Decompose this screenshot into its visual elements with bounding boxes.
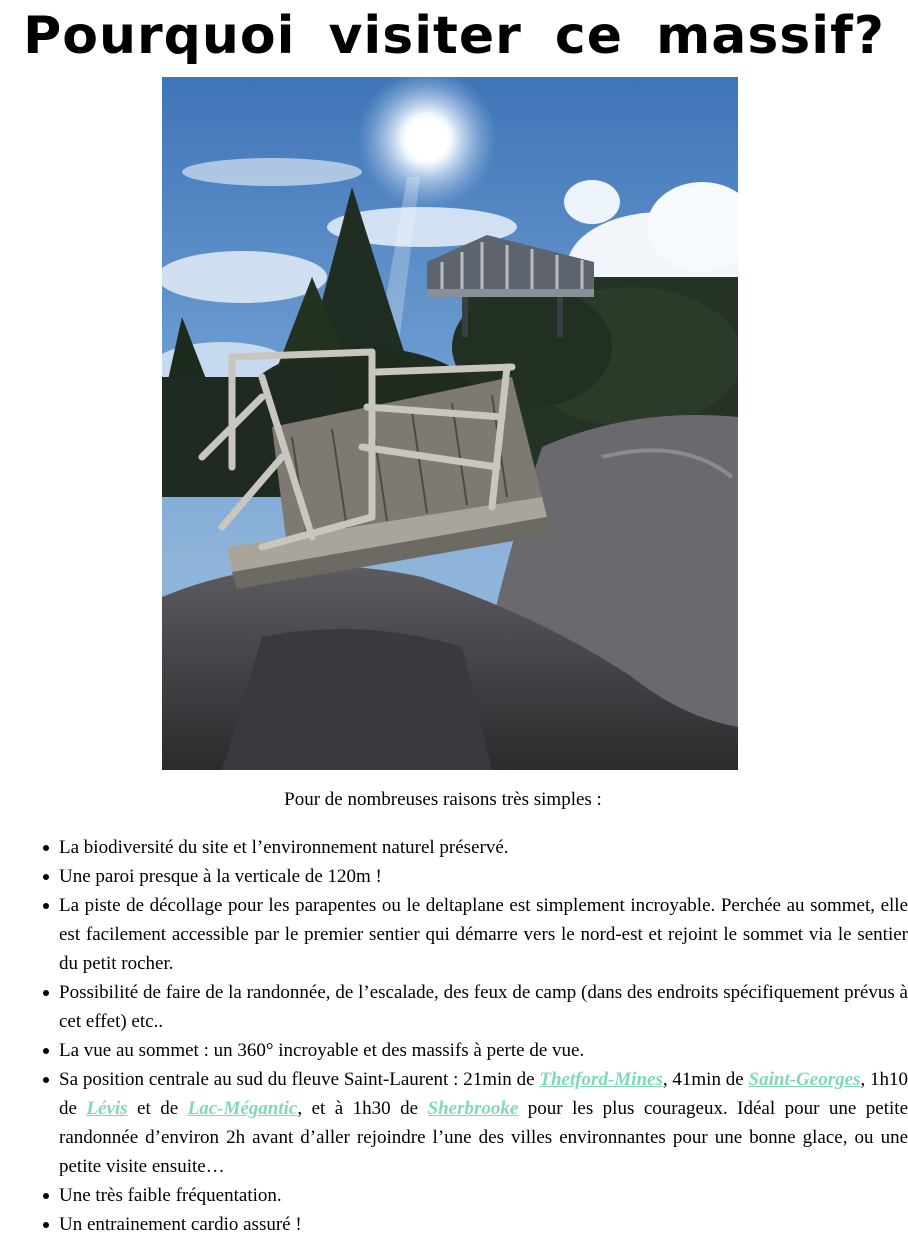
- list-item: Possibilité de faire de la randonnée, de l’escalade, des feux de camp (dans des endroits spécifiquement prévus à cet effet) etc..: [59, 978, 908, 1036]
- list-item-text: pour les plus courageux. Idéal pour une petite randonnée d’environ 2h avant d’aller rejoindre l’une des villes environnantes pour une bonne glace, ou une petite visite ensuite…: [59, 1098, 908, 1177]
- lac-megantic-link[interactable]: Lac-Mégantic: [187, 1098, 298, 1119]
- list-item: [59, 1065, 908, 1181]
- list-item-text: , 1h10 de: [59, 1069, 908, 1119]
- saint-georges-link[interactable]: Saint-Georges: [748, 1069, 861, 1090]
- list-item-text: et de: [127, 1098, 188, 1119]
- page-title: Pourquoi visiter ce massif?: [23, 6, 885, 66]
- list-item: Une paroi presque à la verticale de 120m !: [59, 862, 908, 891]
- intro-text: Pour de nombreuses raisons très simples :: [284, 789, 602, 810]
- thetford-mines-link[interactable]: Thetford-Mines: [539, 1069, 663, 1090]
- lookout-photo: [162, 77, 738, 770]
- lookout-tower-photo: [162, 77, 738, 770]
- list-item-text: , et à 1h30 de: [297, 1098, 428, 1119]
- reasons-list: [38, 833, 908, 1239]
- sherbrooke-link[interactable]: Sherbrooke: [427, 1098, 519, 1119]
- list-item: La piste de décollage pour les parapentes ou le deltaplane est simplement incroyable. Perchée au sommet, elle est facilement accessible par le premier sentier qui démarre vers le nord-est et rejoint le sommet via le sentier du petit rocher.: [59, 891, 908, 978]
- levis-link[interactable]: Lévis: [86, 1098, 128, 1119]
- list-item: La biodiversité du site et l’environnement naturel préservé.: [59, 833, 908, 862]
- list-item: Un entrainement cardio assuré !: [59, 1210, 908, 1239]
- list-item: La vue au sommet : un 360° incroyable et des massifs à perte de vue.: [59, 1036, 908, 1065]
- list-item: Une très faible fréquentation.: [59, 1181, 908, 1210]
- list-item-text: Sa position centrale au sud du fleuve Saint-Laurent : 21min de: [59, 1069, 540, 1090]
- list-item-text: , 41min de: [662, 1069, 749, 1090]
